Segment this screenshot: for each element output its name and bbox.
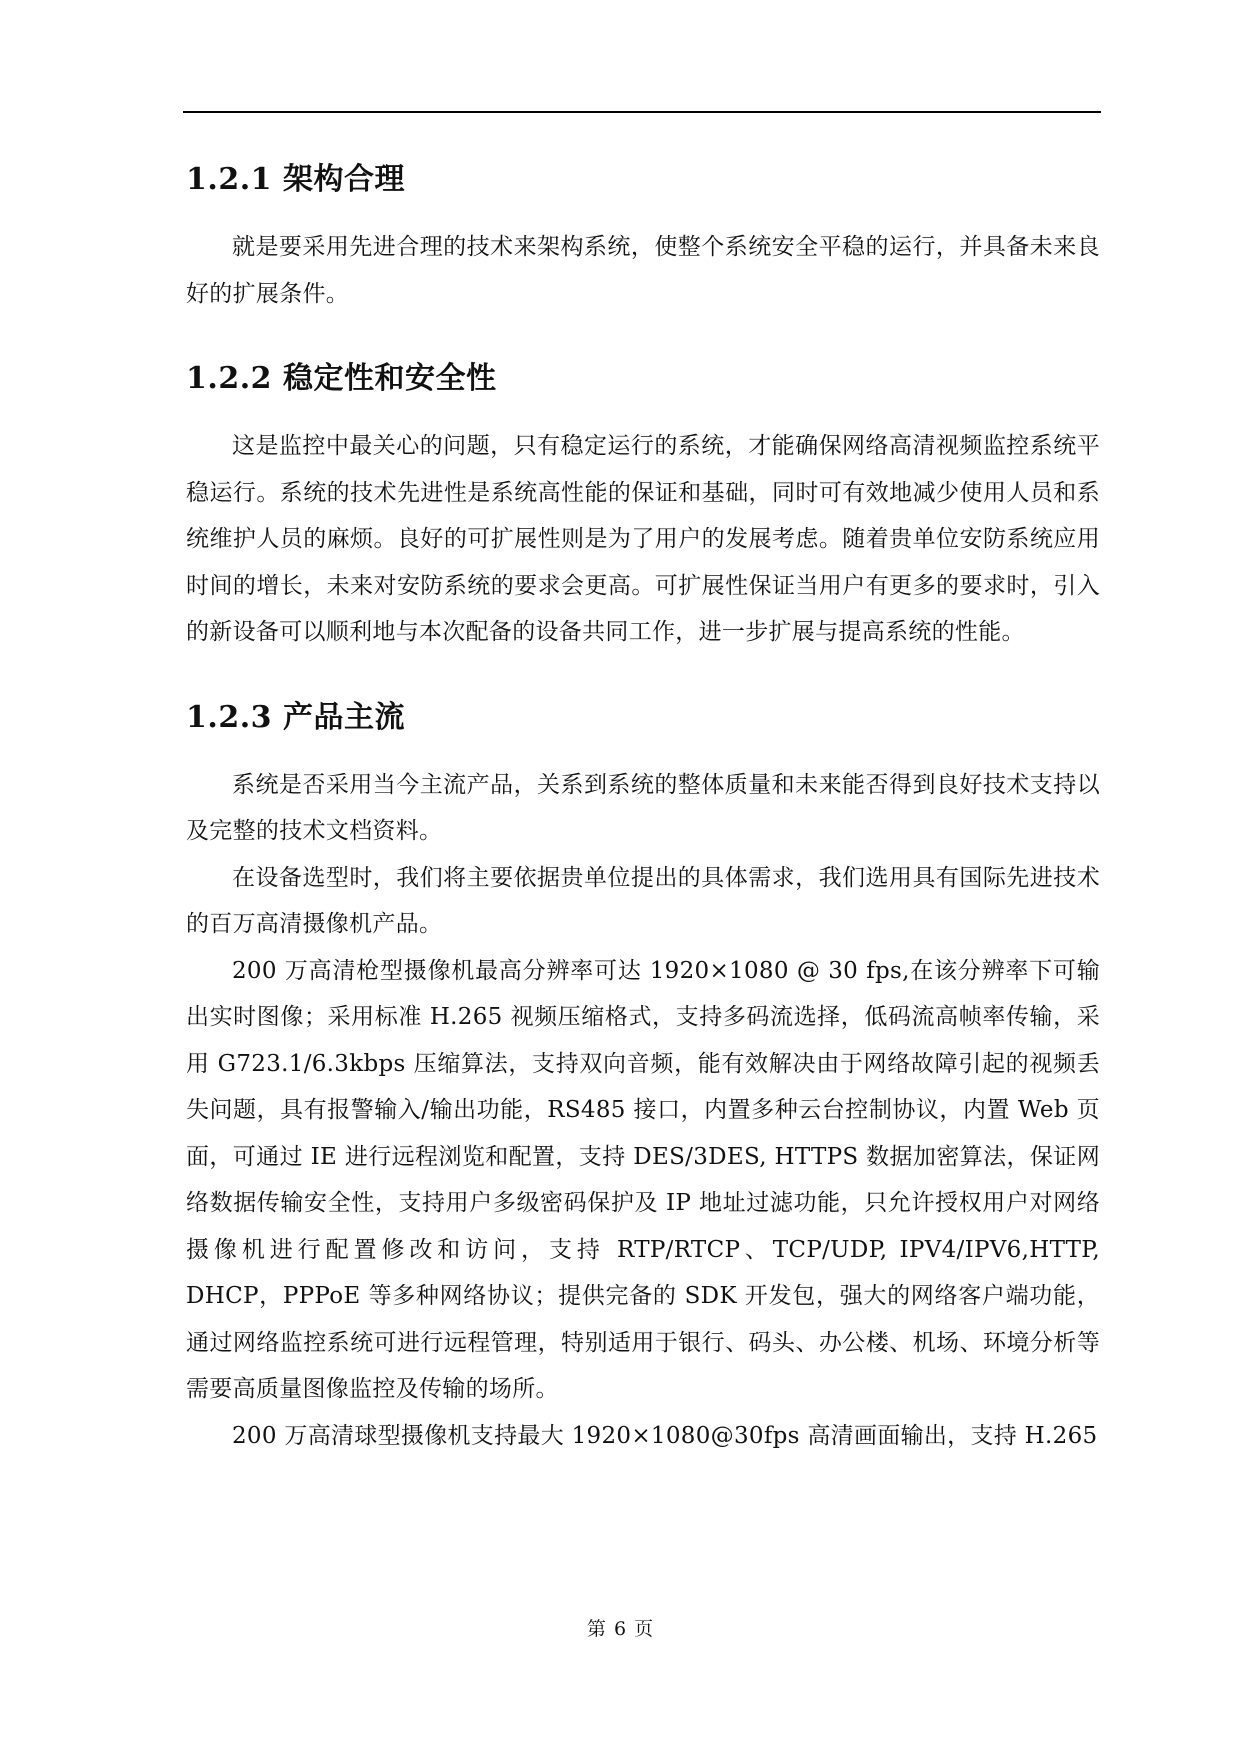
paragraph: 这是监控中最关心的问题，只有稳定运行的系统，才能确保网络高清视频监控系统平稳运行。系统的技术先进性是系统高性能的保证和基础，同时可有效地减少使用人员和系统维护人员的麻烦。良好的可扩展性则是为了用户的发展考虑。随着贵单位安防系统应用时间的增长，未来对安防系统的要求会更高。可扩展性保证当用户有更多的要求时，引入的新设备可以顺利地与本次配备的设备共同工作，进一步扩展与提高系统的性能。 — [186, 433, 1100, 645]
section-mainstream-products-body — [186, 762, 1100, 1460]
paragraph: 在设备选型时，我们将主要依据贵单位提出的具体需求，我们选用具有国际先进技术的百万高清摄像机产品。 — [186, 864, 1100, 937]
section-heading-stability: 1.2.2 稳定性和安全性 — [186, 361, 497, 396]
paragraph: 系统是否采用当今主流产品，关系到系统的整体质量和未来能否得到良好技术支持以及完整的技术文档资料。 — [186, 771, 1100, 844]
section-heading-architecture: 1.2.1 架构合理 — [186, 162, 405, 197]
document-body — [186, 158, 1100, 1459]
section-stability-body — [186, 423, 1100, 656]
page-number: 第 6 页 — [586, 1618, 655, 1640]
section-heading-mainstream-products: 1.2.3 产品主流 — [186, 699, 405, 735]
paragraph: 200 万高清球型摄像机支持最大 1920×1080@30fps 高清画面输出，支持 H.265 — [232, 1422, 1098, 1449]
header-rule — [183, 111, 1101, 113]
paragraph: 200 万高清枪型摄像机最高分辨率可达 1920×1080 @ 30 fps,在该分辨率下可输出实时图像；采用标准 H.265 视频压缩格式，支持多码流选择，低码流高帧率传输，采用 G723.1/6.3kbps 压缩算法，支持双向音频，能有效解决由于网络故障引起的视频丢失问题，具有报警输入/输出功能，RS485 接口，内置多种云台控制协议，内置 Web 页面，可通过 IE 进行远程浏览和配置，支持 DES/3DES, HTTPS 数据加密算法，保证网络数据传输安全性，支持用户多级密码保护及 IP 地址过滤功能，只允许授权用户对网络摄像机进行配置修改和访问，支持 RTP/RTCP、TCP/UDP, IPV4/IPV6,HTTP, DHCP，PPPoE 等多种网络协议；提供完备的 SDK 开发包，强大的网络客户端功能，通过网络监控系统可进行远程管理，特别适用于银行、码头、办公楼、机场、环境分析等需要高质量图像监控及传输的场所。 — [186, 957, 1100, 1402]
section-architecture-body — [186, 224, 1100, 317]
paragraph: 就是要采用先进合理的技术来架构系统，使整个系统安全平稳的运行，并具备未来良好的扩展条件。 — [186, 234, 1100, 307]
